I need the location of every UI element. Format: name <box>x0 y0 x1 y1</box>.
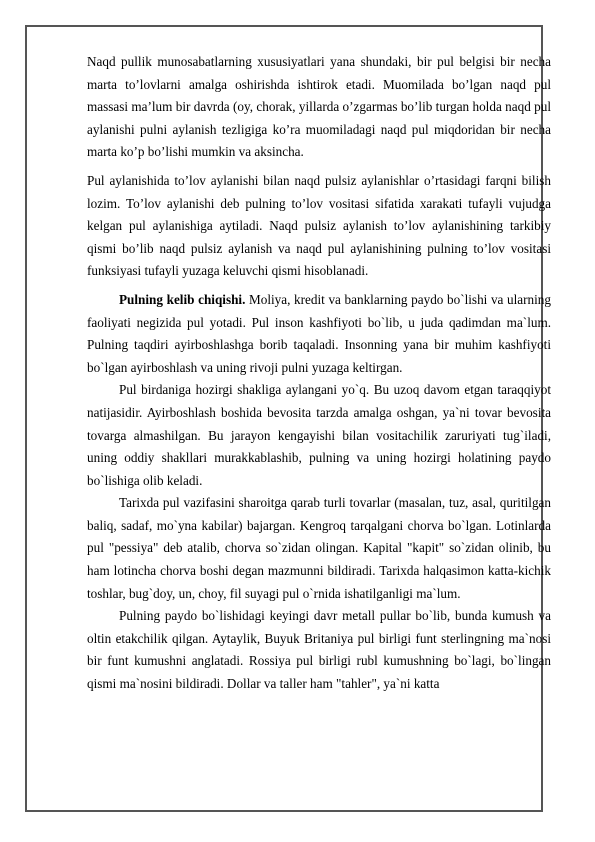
paragraph-text: Pul birdaniga hozirgi shakliga aylangani yo`q. Bu uzoq davom etgan taraqqiyot natijasidir. Ayirboshlash boshida bevosita tarzda amalga oshgan, ya`ni tovar bevosita tovarga almashilgan. Bu jarayon kengayishi bilan vositachilik zaruriyati tug`iladi, uning oddiy shakllari murakkablashib, pulning va uning hozirgi holatining paydo bo`lishiga olib keladi. <box>87 382 551 488</box>
paragraph-payment-circulation <box>87 170 551 283</box>
paragraph-text: Moliya, kredit va banklarning paydo bo`lishi va ularning faoliyati negizida pul yotadi. Pul inson kashfiyoti bo`lib, u juda qadimdan ma`lum. Pulning taqdiri ayirboshlashga borib taqaladi. Insonning yana bir muhim kashfiyoti bo`lgan ayirboshlash va uning rivoji pulni yuzaga keltirgan. <box>87 291 551 375</box>
paragraph-metal-money <box>87 605 551 695</box>
paragraph-text: Pul aylanishida to’lov aylanishi bilan naqd pulsiz aylanishlar o’rtasidagi farqni bilish lozim. To’lov aylanishi deb pulning to’lov vositasi sifatida xarakati tufayli vujudga kelgan pul aylanishiga aytiladi. Naqd pulsiz aylanish to’lov aylanishining tarkibiy qismi bo’lib naqd pulsiz aylanish va naqd pul aylanishining pulning to’lov vositasi funksiyasi tufayli yuzaga keluvchi qismi hisoblanadi. <box>87 172 551 279</box>
paragraph-text: Pulning paydo bo`lishidagi keyingi davr metall pullar bo`lib, bunda kumush va oltin etakchilik qilgan. Aytaylik, Buyuk Britaniya pul birligi funt sterlingning ma`nosi bir funt kumushni anglatadi. Rossiya pul birligi rubl kumushning bo`lagi, bo`lingan qismi ma`nosini bildiradi. Dollar va taller ham "tahler", ya`ni katta <box>87 608 551 692</box>
paragraph-origin-of-money <box>87 289 551 379</box>
paragraph-text: Tarixda pul vazifasini sharoitga qarab turli tovarlar (masalan, tuz, asal, quritilgan baliq, sadaf, mo`yna kabilar) bajargan. Kengroq tarqalgani chorva bo`lgan. Lotinlarda pul "pessiya" deb atalib, chorva so`zidan olingan. Kapital "kapit" so`zidan olinib, bu ham lotincha chorva boshi degan mazmunni bildiradi. Tarixda halqasimon katta-kichik toshlar, bug`doy, un, choy, fil suyagi pul o`rnida ishatilganligi ma`lum. <box>87 495 551 601</box>
paragraph-development <box>87 379 551 492</box>
paragraph-text: Naqd pullik munosabatlarning xususiyatlari yana shundaki, bir pul belgisi bir necha marta to’lovlarni amalga oshirishda ishtirok etadi. Muomilada bo’lgan naqd pul massasi ma’lum bir davrda (oy, chorak, yillarda o’zgarmas bo’lib turgan holda naqd pul aylanishi pulni aylanish tezligiga ko’ra muomiladagi naqd pul miqdoridan bir necha marta ko’p bo’lishi mumkin va aksincha. <box>87 54 551 160</box>
paragraph-cash-relations <box>87 51 551 164</box>
section-heading-inline: Pulning kelib chiqishi. <box>119 291 246 307</box>
document-body <box>87 51 551 696</box>
paragraph-history-goods <box>87 492 551 605</box>
